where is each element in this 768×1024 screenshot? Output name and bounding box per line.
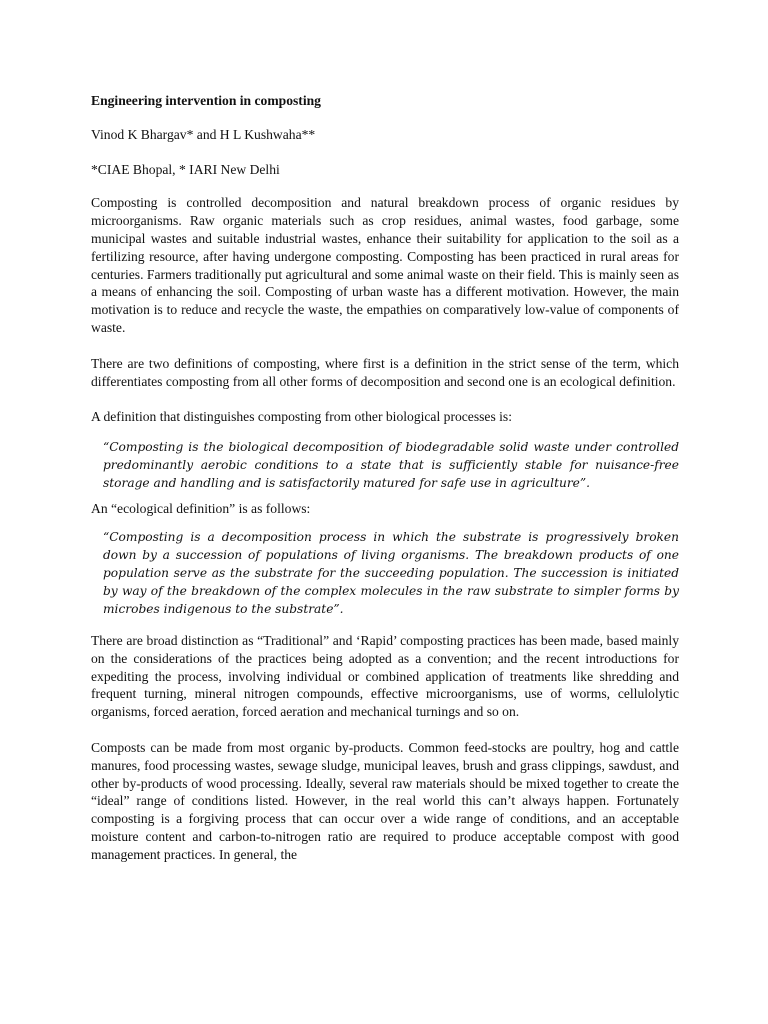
author-line: Vinod K Bhargav* and H L Kushwaha** — [91, 126, 316, 142]
quote-strict-definition: “Composting is the biological decomposition of biodegradable solid waste under controlled predominantly aerobic conditions to a state that is sufficiently stable for nuisance-free storage and handling and is satisfactorily matured for safe use in agriculture”. — [103, 440, 679, 491]
paragraph-ecological-definition-lead: An “ecological definition” is as follows: — [91, 501, 311, 517]
paragraph-strict-definition-lead: A definition that distinguishes composting from other biological processes is: — [91, 409, 512, 425]
paragraph-traditional-rapid: There are broad distinction as “Traditional” and ‘Rapid’ composting practices has been made, based mainly on the considerations of the practices being adopted as a convention; and the recent introductions for expediting the process, involving individual or combined application of treatments like shredding and frequent turning, mineral nitrogen compounds, effective microorganisms, use of worms, cellulolytic organisms, forced aeration, forced aeration and mechanical turnings and so on. — [91, 632, 679, 720]
paragraph-intro: Composting is controlled decomposition and natural breakdown process of organic residues by microorganisms. Raw organic materials such as crop residues, animal wastes, food garbage, some municipal wastes and suitable industrial wastes, enhance their suitability for application to the soil as a fertilizing resource, after having undergone composting. Composting has been practiced in rural areas for centuries. Farmers traditionally put agricultural and some animal waste on their field. This is mainly seen as a means of enhancing the soil. Composting of urban waste has a different motivation. However, the main motivation is to reduce and recycle the waste, the empathies on comparatively low-value of components of waste. — [91, 195, 679, 335]
paragraph-definitions: There are two definitions of composting, where first is a definition in the strict sense of the term, which differentiates composting from all other forms of decomposition and second one is an ecological definition. — [91, 355, 679, 389]
quote-ecological-definition: “Composting is a decomposition process in which the substrate is progressively broken down by a succession of populations of living organisms. The breakdown products of one population serve as the substrate for the succeeding population. The succession is initiated by way of the breakdown of the complex molecules in the raw substrate to simpler forms by microbes indigenous to the substrate”. — [103, 529, 679, 616]
affiliation-line: *CIAE Bhopal, * IARI New Delhi — [91, 161, 280, 177]
paragraph-feedstocks: Composts can be made from most organic by-products. Common feed-stocks are poultry, hog and cattle manures, food processing wastes, sewage sludge, municipal leaves, brush and grass clippings, sawdust, and other by-products of wood processing. Ideally, several raw materials should be mixed together to create the “ideal” range of conditions listed. However, in the real world this can’t always happen. Fortunately composting is a forgiving process that can occur over a wide range of conditions, and an acceptable moisture content and carbon-to-nitrogen ratio are required to produce acceptable compost with good management practices. In general, the — [91, 739, 679, 862]
document-title: Engineering intervention in composting — [91, 93, 321, 108]
document-page — [91, 92, 679, 882]
